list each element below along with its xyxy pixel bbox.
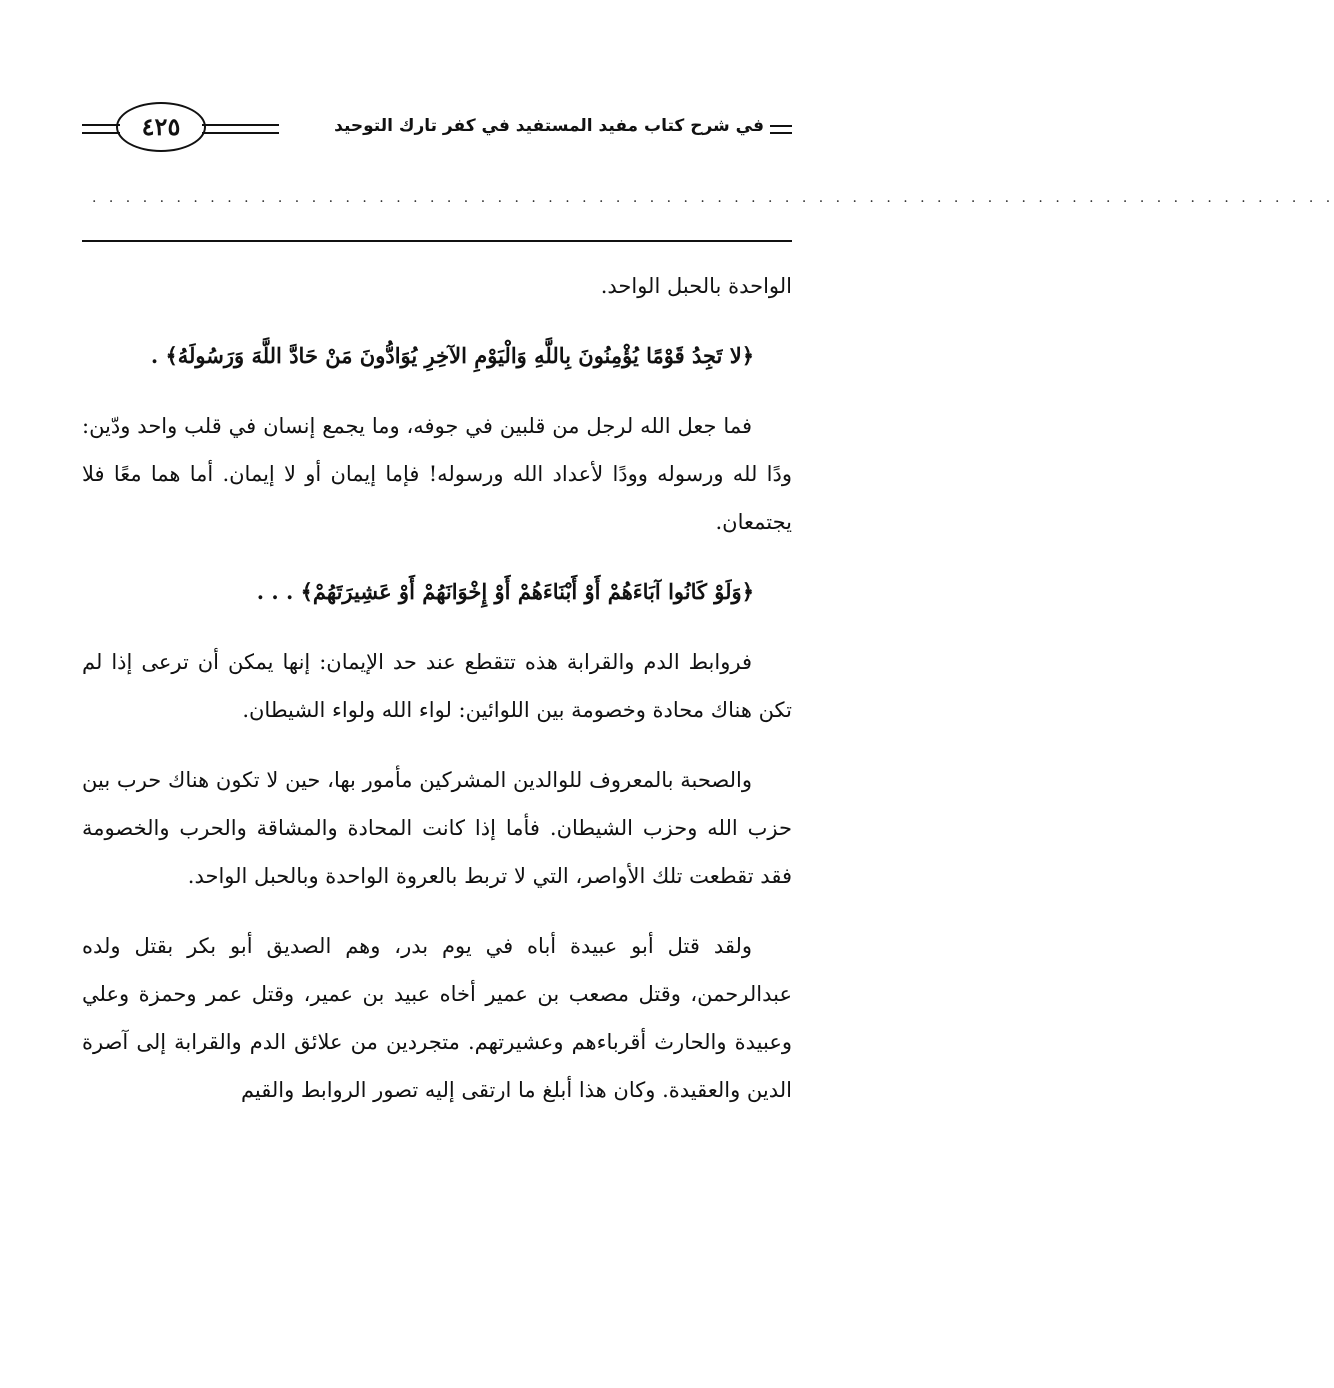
header-rule-left <box>82 124 120 134</box>
quran-verse-1: ﴿لا تَجِدُ قَوْمًا يُؤْمِنُونَ بِاللَّهِ وَالْيَوْمِ الآخِرِ يُوَادُّونَ مَنْ حَادَّ اللَّهَ وَرَسُولَهُ﴾ . <box>150 343 754 368</box>
dotted-separator: · · · · · · · · · · · · · · · · · · · · · · · · · · · · · · · · · · · · · · · · · · · · · · · · · · · · · · · · · · · · · · · · · · · · · · · · · · <box>92 194 1334 210</box>
paragraph-2: فما جعل الله لرجل من قلبين في جوفه، وما يجمع إنسان في قلب واحد ودّين: ودًا لله ورسوله وودًا لأعداد الله ورسوله! فإما إيمان أو لا إيمان. أما هما معًا فلا يجتمعان. <box>82 414 792 534</box>
paragraph-1: الواحدة بالحبل الواحد. <box>600 274 792 298</box>
book-title: في شرح كتاب مفيد المستفيد في كفر تارك التوحيد <box>334 116 764 136</box>
paragraph-4: والصحبة بالمعروف للوالدين المشركين مأمور بها، حين لا تكون هناك حرب بين حزب الله وحزب الشيطان. فأما إذا كانت المحادة والمشاقة والحرب والخصومة فقد تقطعت تلك الأواصر، التي لا تربط بالعروة الواحدة وبالحبل الواحد. <box>82 768 792 888</box>
running-header <box>82 100 792 160</box>
header-rule-right <box>770 125 792 134</box>
page-number: ٤٢٥ <box>116 102 206 152</box>
paragraph-5: ولقد قتل أبو عبيدة أباه في يوم بدر، وهم الصديق أبو بكر بقتل ولده عبدالرحمن، وقتل مصعب بن عمير أخاه عبيد بن عمير، وقتل عمر وحمزة وعلي وعبيدة والحارث أقرباءهم وعشيرتهم. متجردين من علائق الدم والقرابة إلى آصرة الدين والعقيدة. وكان هذا أبلغ ما ارتقى إليه تصور الروابط والقيم <box>82 934 792 1102</box>
paragraph-3: فروابط الدم والقرابة هذه تتقطع عند حد الإيمان: إنها يمكن أن ترعى إذا لم تكن هناك محادة وخصومة بين اللوائين: لواء الله ولواء الشيطان. <box>82 650 792 722</box>
header-rule-middle <box>202 124 279 134</box>
separator-rule <box>82 240 792 242</box>
quran-verse-2: ﴿وَلَوْ كَانُوا آبَاءَهُمْ أَوْ أَبْنَاءَهُمْ أَوْ إِخْوَانَهُمْ أَوْ عَشِيرَتَهُمْ﴾ . . . <box>256 579 754 604</box>
page-body <box>82 262 792 1136</box>
